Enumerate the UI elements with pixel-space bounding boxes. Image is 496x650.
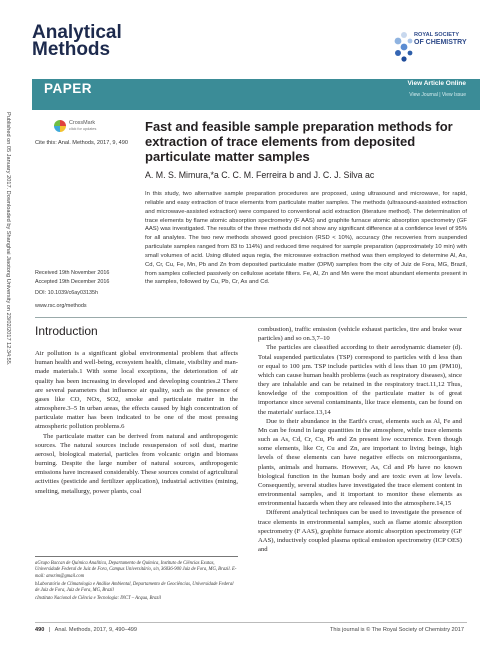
journal-url[interactable]: www.rsc.org/methods <box>35 303 87 309</box>
copyright: This journal is © The Royal Society of Chemistry 2017 <box>330 627 464 633</box>
page-number: 490 <box>35 627 45 633</box>
crossmark-label: CrossMark <box>69 120 96 126</box>
received-date: Received 19th November 2016 <box>35 270 110 276</box>
paragraph: The particulate matter can be derived from natural and anthropogenic sources. The natural sources include resuspension of soil dust, marine aerosol, biological material, particles from volcanic origin and biomass burning. Despite the large number of natural sources, anthropogenic emissions have increased considerably. These sources consist of agricultural activities (pesticide and fertilizer application), industrial activities (mining, smelting, metallurgy, power plants, coal <box>35 432 238 495</box>
received-dates <box>35 269 109 286</box>
side-publication-note <box>0 112 12 366</box>
section-divider <box>35 317 467 318</box>
abstract: In this study, two alternative sample preparation procedures are proposed, using ultrasound and microwave, for rapid, reliable and easy extraction of trace elements from particulate matter samples. The methods (ultrasound-assisted extraction and microwave-assisted extraction) were compared to conventional acid extraction (literature method). The determination of trace elements by flame atomic absorption spectrometry (F AAS) and graphite furnace atomic absorption spectrometry (GF AAS) was investigated. The results of the three methods did not show any significant difference at a confidence level of 95% for all analytes. The two new methods showed good precision (RSD < 10%), accuracy (the recoveries from suspended particulate samples ranged from 83 to 114%) and reduced time required for sample preparation (approximately 10 min) with small volumes of acid. Using diluted aqua regia, the microwave extraction method was then employed to determine Al, As, Cd, Cr, Cu, Fe, Mn, Pb and Zn from deposited particulate matter (DPM) samples from the city of Juiz de Fora, MG, Brazil, from samples collected passively on cellulose acetate filters. Fe, Al, Zn and Mn were the most abundant elements present in the samples, followed by Cu, Pb, Cr, As and Cd. <box>145 191 467 286</box>
paragraph: Due to their abundance in the Earth's crust, elements such as Al, Fe and Mn can be found in large quantities in the atmosphere, while trace elements such as As, Cd, Cr, Cu, Pb and Zn present low occurrence. Even though some elements, like Cr, Cu and Zn, are important to living beings, high levels of these elements can have negative effects on microorganisms, plants, animals and humans. However, As, Cd and Pb have no known biological function in the human body and are toxic even at low levels. Consequently, several studies have investigated the trace element content in environmental samples, and it important to monitor these elements as environmental hazards when they are released into the atmosphere.14,15 <box>258 417 462 508</box>
cite-this: Cite this: Anal. Methods, 2017, 9, 490 <box>35 140 128 146</box>
accepted-date: Accepted 19th December 2016 <box>35 278 110 285</box>
doi[interactable]: DOI: 10.1039/c6ay03135h <box>35 290 98 296</box>
journal-title-line2: Methods <box>32 39 111 60</box>
section-label: PAPER <box>44 81 93 96</box>
footer-divider <box>35 622 467 623</box>
publisher-name <box>414 32 474 46</box>
paragraph: The particles are classified according to their aerodynamic diameter (d). Total suspended particulates (TSP) correspond to particles with d less than or equal to 100 µm. TSP include particles with d less than 10 µm (PM10), which can cause human health problems (such as respiratory diseases), since they are inhalable and can be retained in the respiratory tract.11,12 Thus, knowledge of the composition of the particulate matter is of great importance since several contaminants, like trace elements, can be found on the materials' surface.13,14 <box>258 344 462 416</box>
left-column <box>35 349 238 496</box>
right-column <box>258 325 462 554</box>
affiliation-footnotes <box>35 561 238 603</box>
footer-page-info: 490 | Anal. Methods, 2017, 9, 490–499 <box>35 627 138 633</box>
journal-reference: Anal. Methods, 2017, 9, 490–499 <box>54 627 138 633</box>
crossmark-badge[interactable] <box>54 119 102 135</box>
footnote-divider <box>35 556 238 557</box>
paragraph: combustion), traffic emission (vehicle exhaust particles, tire and brake wear particles) and so on.3,7–10 <box>258 326 462 343</box>
footnote: bLaboratório de Climatologia e Análise Ambiental, Departamento de Geociências, Universidade Federal de Juiz de Fora, Juiz de Fora, MG, Brazil <box>35 581 234 593</box>
crossmark-sublabel: click for updates <box>69 127 97 131</box>
publisher-line1: ROYAL SOCIETY <box>414 32 460 38</box>
introduction-heading: Introduction <box>35 324 98 338</box>
view-journal-issue-link[interactable]: View Journal | View Issue <box>409 92 466 98</box>
paragraph: Different analytical techniques can be used to investigate the presence of trace elements in environmental samples, such as flame atomic absorption spectrometry (F AAS), graphite furnace atomic absorption spectrometry (GF AAS), inductively coupled plasma optical emission spectrometry (ICP OES) and <box>258 509 462 554</box>
footnote: cInstituto Nacional de Ciência e Tecnologia: INCT – Acqua, Brazil <box>35 595 161 601</box>
side-note-text: Published on 05 January 2017. Downloaded by Shanghai Jiaotong University on 23/02/2017 12:34:55. <box>5 112 11 366</box>
footnote: aGrupo Baccan de Química Analítica, Departamento de Química, Instituto de Ciências Exatas, Universidade Federal de Juiz de Fora, Campus Universitário, s/n, 36036-900 Juiz de Fora, MG, Brazil. E-mail: amsrim@gmail.com <box>35 561 237 579</box>
author-list: A. M. S. Mimura,*a C. C. M. Ferreira b and J. C. J. Silva ac <box>145 170 375 180</box>
journal-title <box>32 24 122 58</box>
paragraph: Air pollution is a significant global environmental problem that affects human health and well-being, ecosystem health, climate, visibility and man-made materials.1 With some local exceptions, the deterioration of air quality has been increasing in developed and developing countries.2 There are several parameters that influence air quality, such as the presence of gases like CO, NOx, SO2, smoke and particulate matter in the atmosphere.3–5 In urban areas, the effects caused by high concentration of particulate matter has been indicated to be one of the most pressing atmospheric pollution problems.6 <box>35 350 238 431</box>
publisher-line2: OF CHEMISTRY <box>414 39 467 46</box>
article-title: Fast and feasible sample preparation methods for extraction of trace elements from deposited particulate matter samples <box>145 119 453 164</box>
view-article-online-link[interactable]: View Article Online <box>407 80 466 87</box>
crossmark-icon <box>54 120 66 132</box>
journal-title-line1: Analytical <box>32 22 122 43</box>
